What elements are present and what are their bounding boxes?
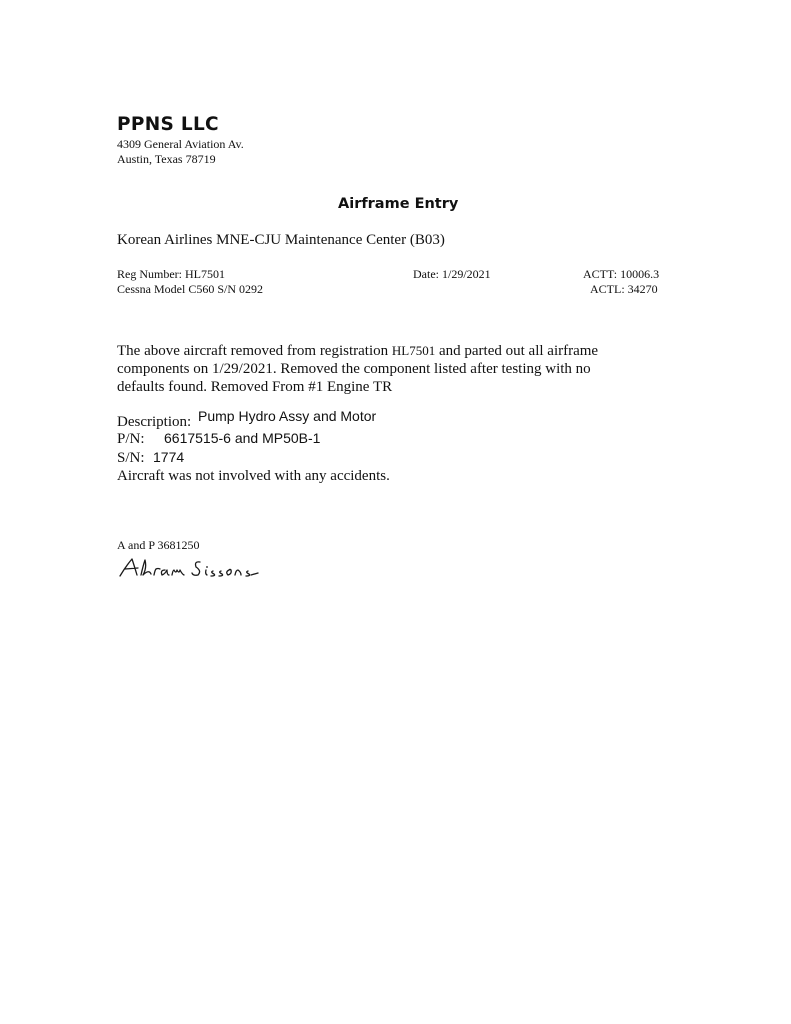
serial-number-label: S/N:	[117, 450, 145, 466]
reg-number: Reg Number: HL7501	[117, 267, 225, 281]
no-accidents-statement: Aircraft was not involved with any accidents.	[117, 468, 390, 484]
model-serial-number: Cessna Model C560 S/N 0292	[117, 282, 264, 296]
entry-text-start: The above aircraft removed from registration	[117, 343, 392, 359]
maintenance-center: Korean Airlines MNE-CJU Maintenance Center (B03)	[117, 232, 445, 248]
actt-value: ACTT: 10006.3	[583, 267, 660, 281]
company-name: PPNS LLC	[117, 114, 219, 135]
entry-registration: HL7501	[391, 343, 436, 358]
part-number-label: P/N:	[117, 431, 145, 447]
license-number: A and P 3681250	[117, 538, 200, 552]
document-title: Airframe Entry	[338, 196, 459, 212]
entry-paragraph	[117, 342, 637, 396]
address-line-1: 4309 General Aviation Av.	[117, 137, 244, 151]
address-line-2: Austin, Texas 78719	[117, 152, 216, 166]
signature-dot	[206, 566, 208, 568]
description-value: Pump Hydro Assy and Motor	[198, 408, 377, 424]
serial-number-value: 1774	[153, 449, 185, 465]
entry-date: Date: 1/29/2021	[413, 267, 491, 281]
description-label: Description:	[117, 414, 192, 430]
part-number-value: 6617515-6 and MP50B-1	[164, 430, 321, 446]
signature	[118, 556, 273, 580]
actl-value: ACTL: 34270	[590, 282, 658, 296]
signature-stroke	[120, 559, 258, 576]
entry-text-end: and parted out all airframe components on 1/29/2021. Removed the component listed after testing with no defaults found. Removed From #1 Engine TR	[117, 343, 599, 395]
